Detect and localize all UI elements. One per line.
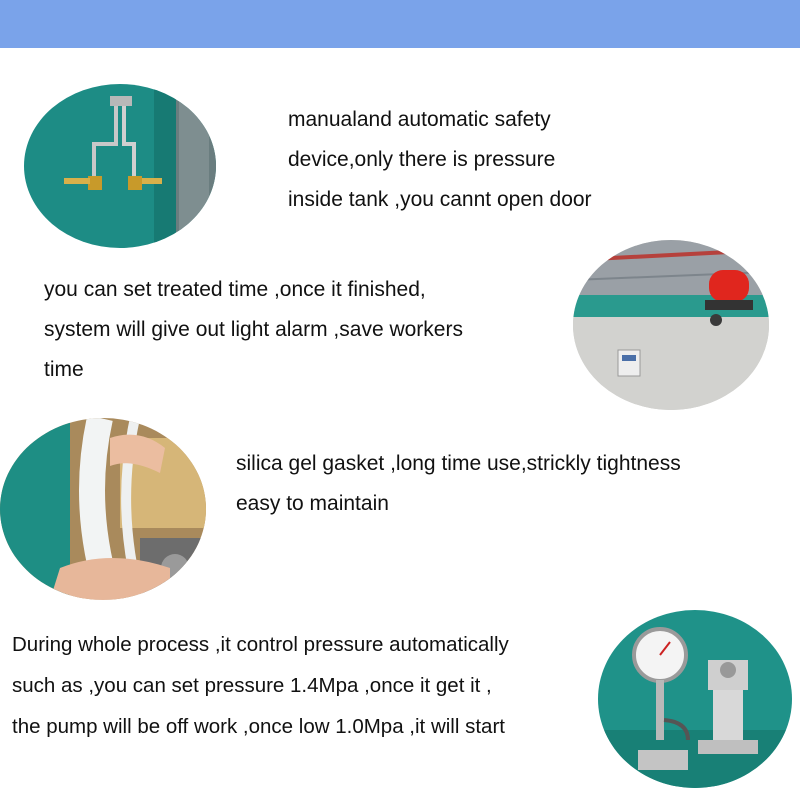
text-line: easy to maintain <box>236 492 389 515</box>
text-line: you can set treated time ,once it finished, <box>44 278 426 301</box>
text-line: system will give out light alarm ,save workers <box>44 318 463 341</box>
pressure-gauge-icon <box>598 610 792 788</box>
gasket-icon <box>0 418 206 600</box>
alarm-description <box>44 270 463 390</box>
safety-valve-icon <box>24 84 216 248</box>
text-line: inside tank ,you cannt open door <box>288 188 592 211</box>
text-line: time <box>44 358 84 381</box>
text-line: device,only there is pressure <box>288 148 556 171</box>
pressure-gauge-photo <box>598 610 792 788</box>
pressure-control-description <box>12 624 509 747</box>
text-line: manualand automatic safety <box>288 108 551 131</box>
gasket-description <box>236 444 681 524</box>
text-line: silica gel gasket ,long time use,strickly tightness <box>236 452 681 475</box>
gasket-photo <box>0 418 206 600</box>
text-line: the pump will be off work ,once low 1.0Mpa ,it will start <box>12 715 505 738</box>
text-line: such as ,you can set pressure 1.4Mpa ,once it get it , <box>12 674 492 697</box>
alarm-light-icon <box>573 240 769 410</box>
alarm-light-photo <box>573 240 769 410</box>
top-banner <box>0 0 800 48</box>
safety-valve-photo <box>24 84 216 248</box>
text-line: During whole process ,it control pressure automatically <box>12 633 509 656</box>
safety-device-description <box>288 100 592 220</box>
